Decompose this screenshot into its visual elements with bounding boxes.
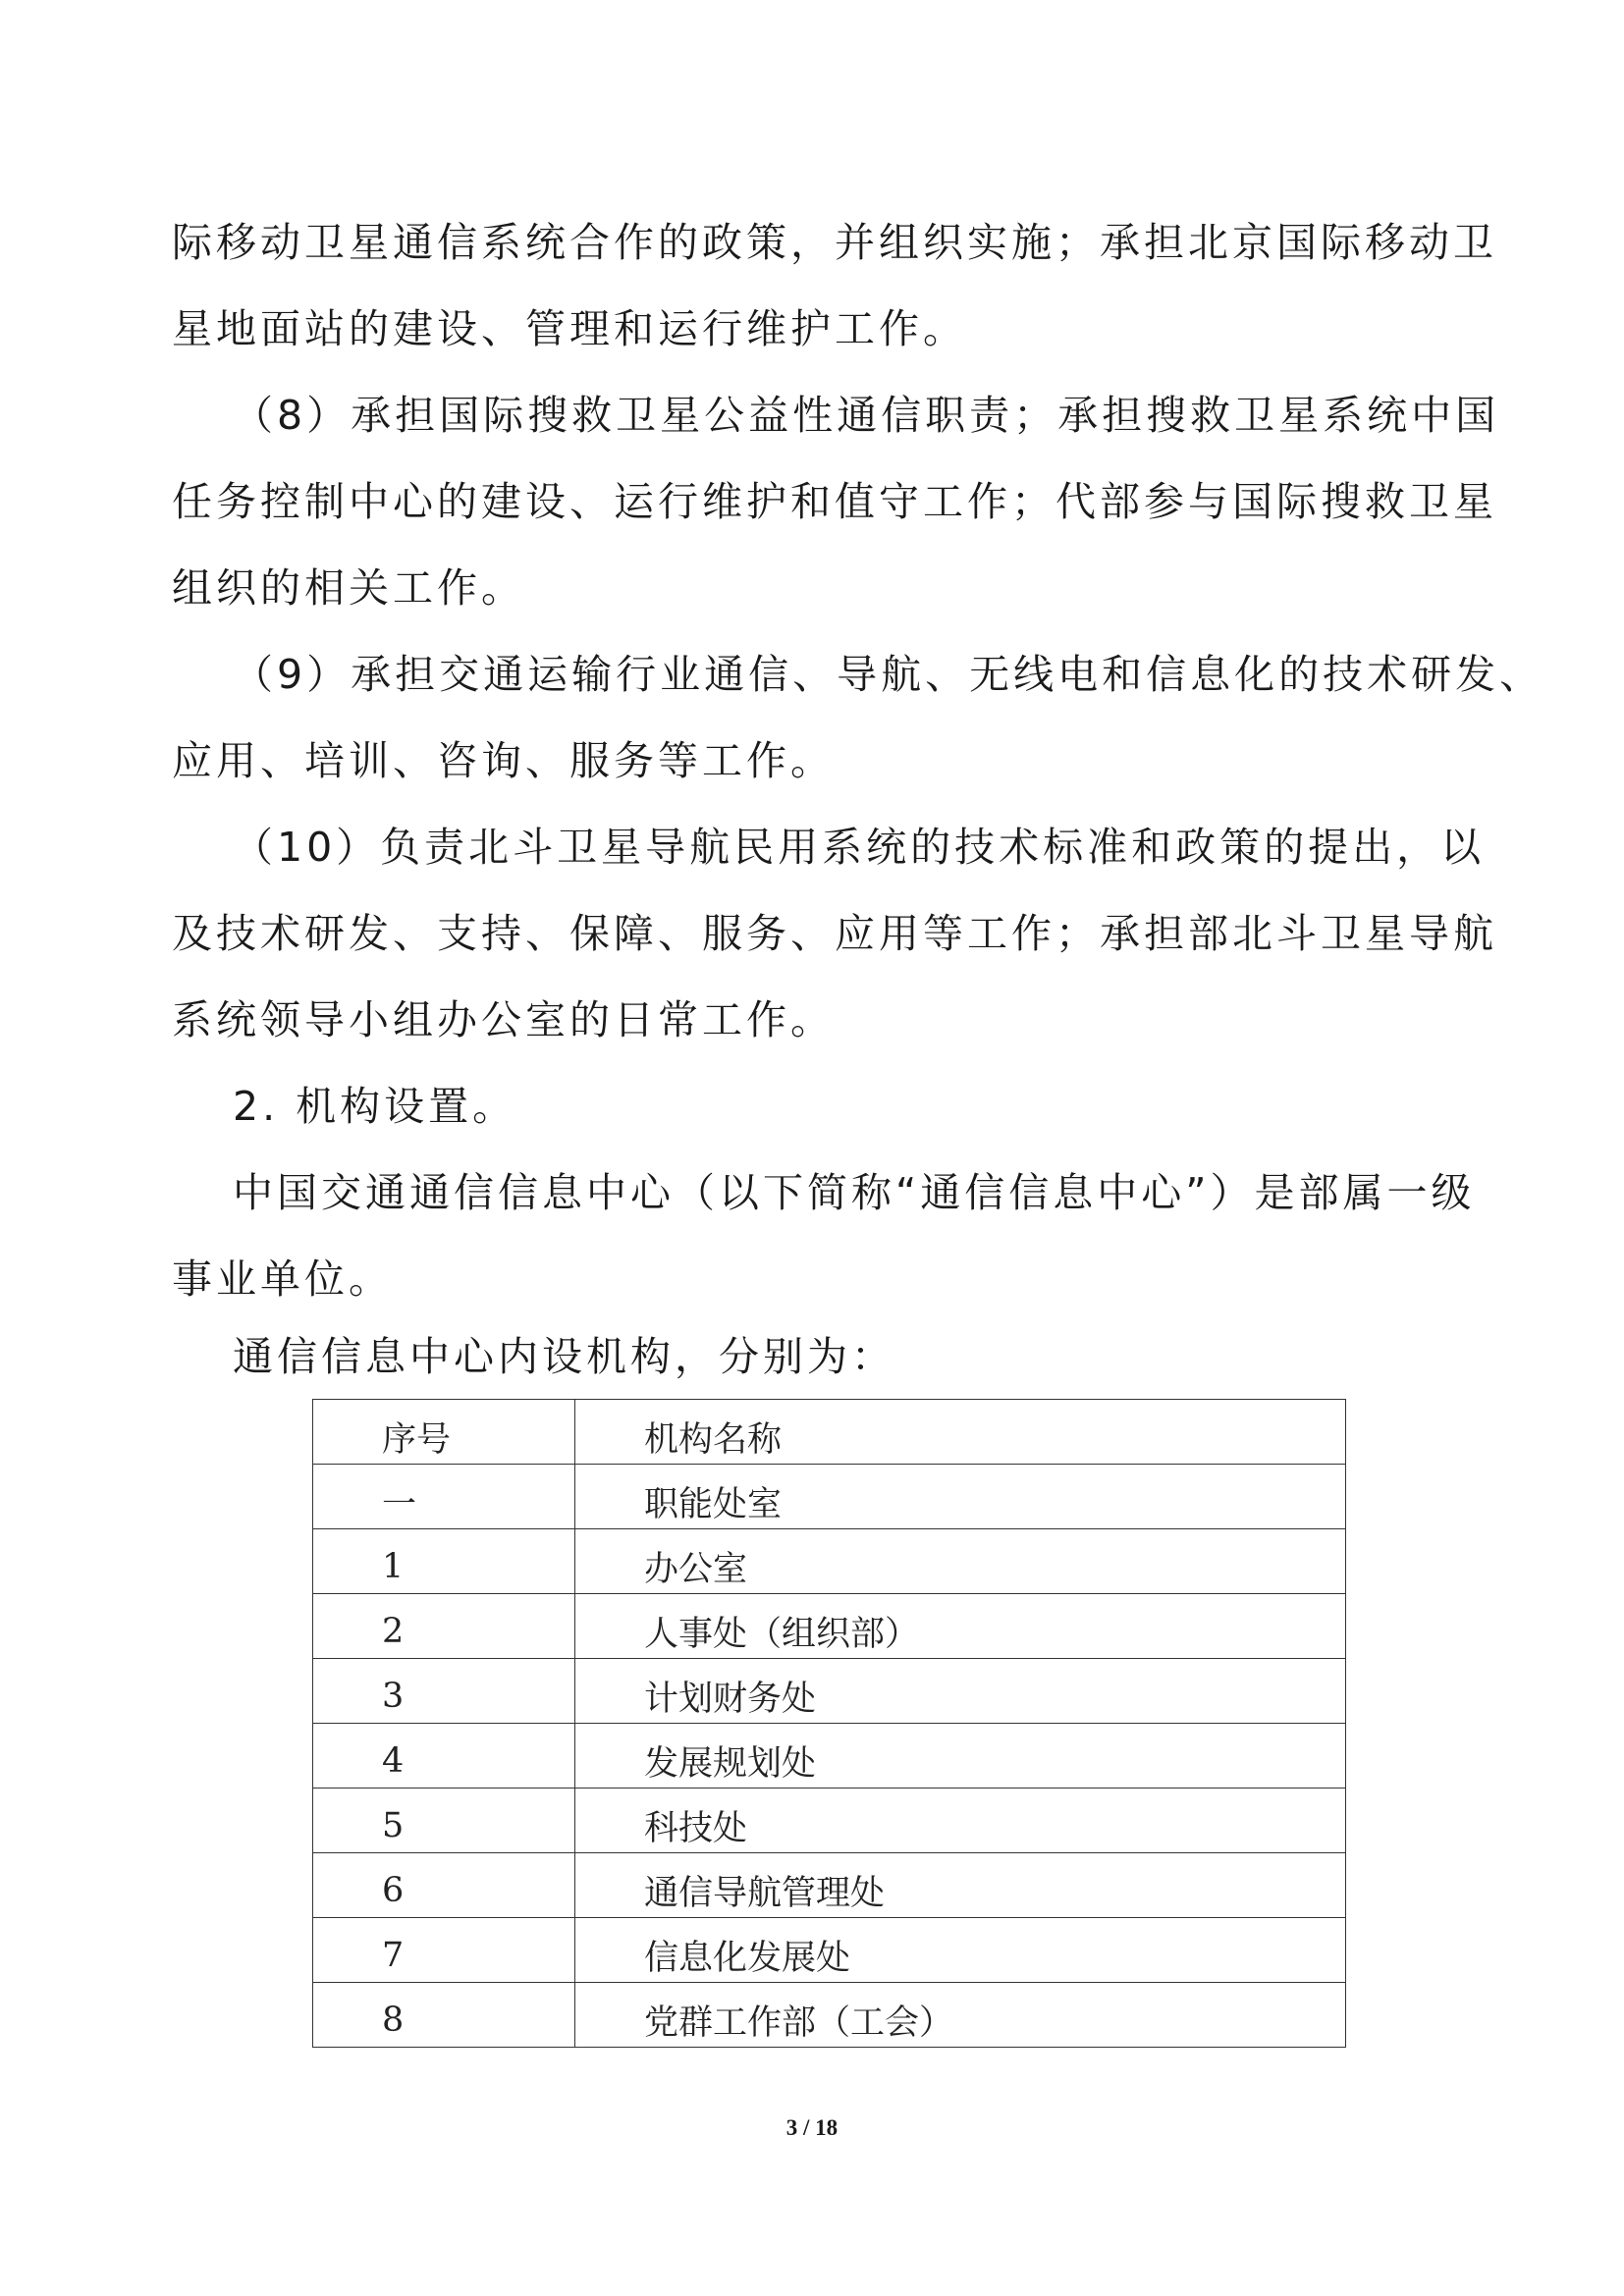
cell-num: 5 — [313, 1789, 575, 1853]
section-heading — [172, 1063, 1409, 1149]
cell-name: 发展规划处 — [575, 1724, 1346, 1789]
table-row — [313, 1465, 1346, 1529]
cell-name: 信息化发展处 — [575, 1918, 1346, 1983]
header-cell-name: 机构名称 — [575, 1400, 1346, 1465]
table-row — [313, 1659, 1346, 1724]
cell-name: 科技处 — [575, 1789, 1346, 1853]
paragraph-item-9 — [172, 631, 1544, 804]
table-header-row — [313, 1400, 1346, 1465]
paragraph-center-intro — [172, 1149, 1476, 1322]
text-line: （8）承担国际搜救卫星公益性通信职责；承担搜救卫星系统中国 — [233, 392, 1500, 439]
cell-num: 2 — [313, 1594, 575, 1659]
cell-name: 计划财务处 — [575, 1659, 1346, 1724]
cell-num: 4 — [313, 1724, 575, 1789]
heading-text: 2. 机构设置。 — [233, 1083, 517, 1130]
text-line: 中国交通通信信息中心（以下简称“通信信息中心”）是部属一级 — [233, 1169, 1476, 1216]
paragraph-table-intro — [172, 1313, 1409, 1400]
text-line: 际移动卫星通信系统合作的政策，并组织实施；承担北京国际移动卫 — [172, 219, 1497, 266]
cell-num: 1 — [313, 1529, 575, 1594]
header-cell-num: 序号 — [313, 1400, 575, 1465]
cell-name: 人事处（组织部） — [575, 1594, 1346, 1659]
text-line: 任务控制中心的建设、运行维护和值守工作；代部参与国际搜救卫星 — [172, 478, 1497, 525]
cell-num: 6 — [313, 1853, 575, 1918]
table-row — [313, 1724, 1346, 1789]
text-line: 及技术研发、支持、保障、服务、应用等工作；承担部北斗卫星导航 — [172, 910, 1497, 957]
table-row — [313, 1983, 1346, 2048]
cell-name: 通信导航管理处 — [575, 1853, 1346, 1918]
cell-num: 7 — [313, 1918, 575, 1983]
page-number: 3 / 18 — [785, 2115, 839, 2140]
text-line: 应用、培训、咨询、服务等工作。 — [172, 737, 835, 784]
cell-name: 职能处室 — [575, 1465, 1346, 1529]
text-line: （10）负责北斗卫星导航民用系统的技术标准和政策的提出，以 — [233, 824, 1486, 871]
table-row — [313, 1529, 1346, 1594]
cell-name: 办公室 — [575, 1529, 1346, 1594]
cell-name: 党群工作部（工会） — [575, 1983, 1346, 2048]
table-row — [313, 1853, 1346, 1918]
text-line: 通信信息中心内设机构，分别为： — [233, 1333, 895, 1380]
text-line: 系统领导小组办公室的日常工作。 — [172, 996, 835, 1043]
paragraph-satellite-cooperation — [172, 199, 1497, 372]
cell-num: 一 — [313, 1465, 575, 1529]
paragraph-item-8 — [172, 372, 1500, 631]
org-structure-table — [312, 1399, 1346, 2048]
paragraph-item-10 — [172, 804, 1497, 1063]
text-line: 星地面站的建设、管理和运行维护工作。 — [172, 305, 967, 352]
table-row — [313, 1918, 1346, 1983]
text-line: 组织的相关工作。 — [172, 564, 525, 612]
table-row — [313, 1789, 1346, 1853]
cell-num: 8 — [313, 1983, 575, 2048]
cell-num: 3 — [313, 1659, 575, 1724]
table-row — [313, 1594, 1346, 1659]
text-line: （9）承担交通运输行业通信、导航、无线电和信息化的技术研发、 — [233, 651, 1544, 698]
text-line: 事业单位。 — [172, 1255, 393, 1303]
